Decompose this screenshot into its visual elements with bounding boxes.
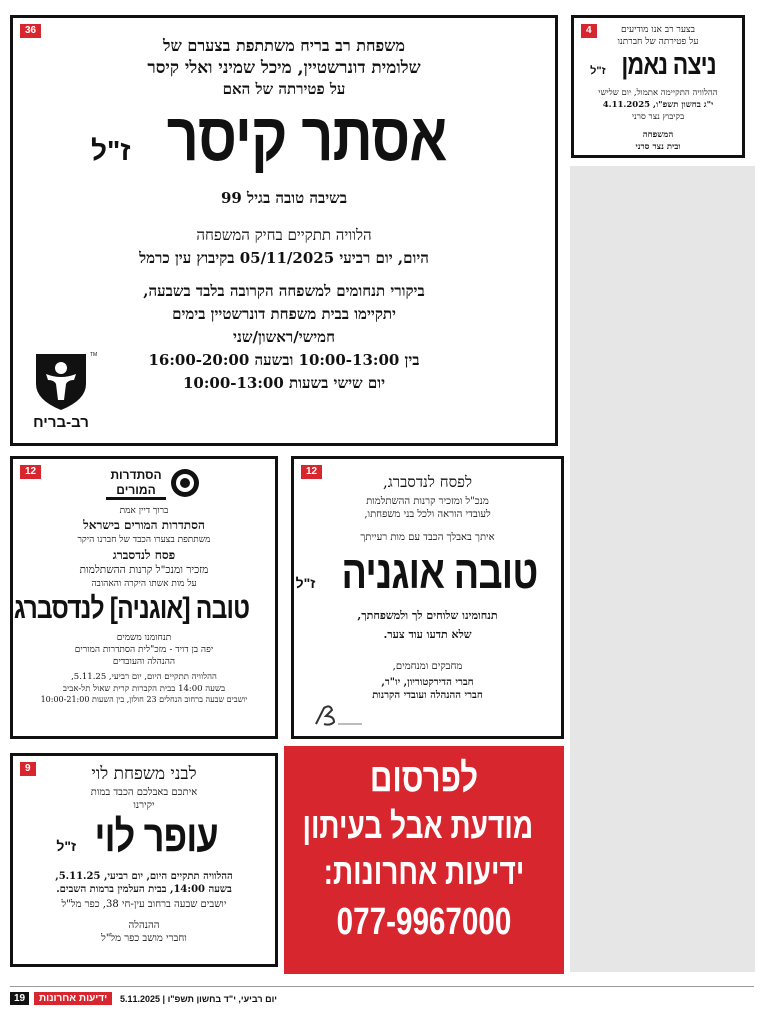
zl-mark: ז"ל	[590, 65, 606, 77]
notice-line: בשעה 14:00 בבית הקברות קרית שאול תל-אביב	[62, 684, 226, 694]
ad-size-tag: 12	[301, 465, 322, 479]
ad-line: לפרסום	[369, 756, 479, 800]
notice-line: ההלוויה התקיימה אתמול, יום שלישי	[598, 88, 718, 98]
ad-size-tag: 4	[581, 24, 597, 38]
notice-line: חברי הדירקטוריון, יו"ר,	[381, 677, 474, 688]
notice-line: י"ג בחשון תשפ"ו, 4.11.2025	[602, 100, 714, 110]
notice-line: ההנהלה והעובדים	[112, 657, 176, 667]
notice-line: בקיבוץ נצר סרני	[631, 112, 685, 122]
zl-mark: ז"ל	[295, 575, 316, 591]
notice-line: בשיבה טובה בגיל 99	[220, 189, 348, 207]
notice-line: בשעה 14:00, בבית העלמין ברמות השבים.	[56, 884, 232, 895]
page-number: 19	[10, 992, 29, 1005]
notice-line: ההלוויה תתקיים היום, יום רביעי, 5.11.25,	[71, 672, 217, 682]
levi-family-notice	[10, 753, 278, 967]
notice-line: מחבקים ומנחמים,	[392, 661, 463, 672]
funds-logo-icon	[304, 702, 364, 728]
deceased-name: טובה [אוגניה] לנדסברג	[13, 592, 250, 625]
notice-line: על פטירתה של האם	[222, 80, 346, 98]
notice-signature: ובית נצר סרני	[635, 142, 681, 152]
ad-size-tag: 12	[20, 465, 41, 479]
notice-line: מנכ"ל ומזכיר קרנות ההשתלמות	[366, 496, 489, 507]
union-logo-icon	[100, 466, 210, 502]
notice-line: תנחומינו שלוחים לך ולמשפחתך,	[357, 609, 498, 622]
zl-mark: ז"ל	[56, 838, 77, 854]
notice-line: איתכם באבלכם הכבד במות	[90, 787, 198, 798]
notice-signature: ההנהלה	[128, 920, 160, 931]
deceased-name: ניצה נאמן	[621, 49, 716, 80]
deceased-name: אסתר קיסר	[166, 99, 447, 175]
teachers-union-logo	[100, 466, 210, 502]
footer-divider	[10, 986, 754, 987]
notice-line: יום שישי בשעות 10:00-13:00	[182, 374, 386, 392]
ad-size-tag: 36	[20, 24, 41, 38]
notice-line: ברוך דיין אמת	[119, 506, 169, 516]
trademark-mark: TM	[90, 352, 98, 358]
shield-logo-icon	[22, 350, 102, 430]
notice-signature: וחברי מושב כפר מל"ל	[101, 933, 187, 944]
notice-line: איתך באבלך הכבד עם מות רעייתך	[360, 532, 495, 543]
advertising-box	[284, 746, 564, 974]
notice-line: יושבים שבעה ברחוב הנחלים 23 חולון, בין השעות 10:00-21:00	[40, 695, 248, 704]
newspaper-name: ידיעות אחרונות	[34, 992, 112, 1005]
notice-line: בין 10:00-13:00 ובשעה 16:00-20:00	[148, 351, 420, 369]
notice-line: הלוויה תתקיים בחיק המשפחה	[196, 226, 372, 244]
notice-line: משתתפת בצערו הכבד של חברנו היקר	[77, 535, 211, 545]
notice-signature: המשפחה	[642, 130, 674, 140]
notice-line: יקירנו	[133, 800, 155, 811]
notice-line: על מות אשתו היקרה והאהובה	[91, 579, 197, 589]
ad-phone: 077-9967000	[336, 901, 512, 943]
notice-line: מזכיר ומנכ"ל קרנות ההשתלמות	[79, 564, 209, 576]
notice-line: ביקורי תנחומים למשפחה הקרובה בלבד בשבעה,	[143, 282, 425, 300]
notice-line: לבני משפחת לוי	[91, 764, 197, 784]
logo-text: הסתדרות	[110, 468, 162, 482]
notice-line: שלומית דונרשטיין, מיכל שמיני ואלי קיסר	[147, 58, 421, 78]
notice-line: היום, יום רביעי 05/11/2025 בקיבוץ עין כרמל	[139, 249, 429, 267]
notice-line: חברי ההנהלה ועובדי הקרנות	[372, 690, 483, 701]
ad-line: ידיעות אחרונות:	[323, 851, 525, 892]
deceased-name: עופר לוי	[94, 812, 219, 861]
issue-date: יום רביעי, י"ד בחשון תשפ"ו | 5.11.2025	[120, 994, 277, 1004]
zl-mark: ז"ל	[91, 135, 131, 166]
notice-line: יפה בן דויד - מזכ"לית הסתדרות המורים	[74, 645, 214, 655]
logo-text: רב-בריח	[33, 414, 89, 430]
notice-line: תנחומנו משמים	[116, 633, 172, 643]
notice-line: ההלוויה תתקיים היום, יום רביעי, 5.11.25,	[55, 871, 233, 882]
notice-line: על פטירתה של חברתנו	[617, 37, 699, 47]
blank-panel	[570, 166, 755, 972]
notice-line: פסח לנדסברג	[112, 548, 176, 562]
notice-line: שלא תדעו עוד צער.	[383, 628, 472, 641]
ad-size-tag: 9	[20, 762, 36, 776]
page-footer	[10, 992, 754, 1008]
small-obituary-notice	[571, 15, 745, 158]
notice-line: הסתדרות המורים בישראל	[83, 518, 205, 532]
notice-line: יתקיימו בבית משפחת דונרשטיין בימים	[172, 305, 396, 323]
logo-text: המורים	[116, 483, 156, 497]
rav-bariach-logo	[22, 350, 102, 430]
notice-line: לעובדי הוראה ולכל בני משפחתו,	[364, 509, 491, 520]
notice-line: בצער רב אנו מודיעים	[621, 25, 695, 35]
notice-line: לפסח לנדסברג,	[382, 473, 472, 491]
deceased-name: טובה אוגניה	[341, 546, 538, 598]
notice-line: יושבים שבעה ברחוב עין-חי 38, כפר מל"ל	[61, 899, 227, 910]
notice-line: חמישי/ראשון/שני	[233, 328, 335, 346]
ad-line: מודעת אבל בעיתון	[302, 805, 534, 846]
training-funds-notice	[291, 456, 564, 739]
notice-line: משפחת רב בריח משתתפת בצערם של	[163, 36, 405, 55]
